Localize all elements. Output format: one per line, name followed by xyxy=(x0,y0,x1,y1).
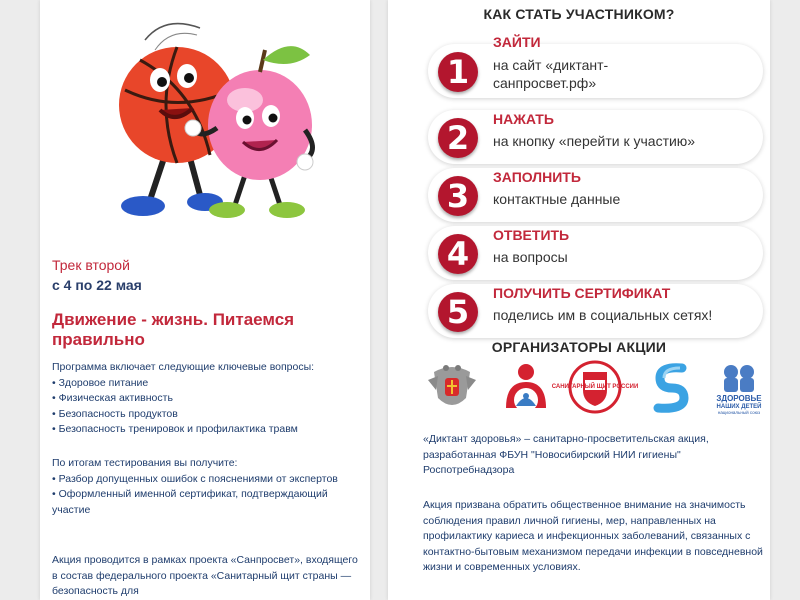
step-card-2 xyxy=(428,110,763,164)
health-logo-tag: национальный союз xyxy=(717,410,761,415)
goal-text: Акция призвана обратить общественное внимание на значимость соблюдения правил личной гигиены, мер, направленных на профилактику кариеса и инфекционных заболеваний, связанных с контактно-бытовым механизмом передачи инфекции в повседневной жизни и современных условиях. xyxy=(423,499,763,574)
step-text: на сайт «диктант-санпросвет.рф» xyxy=(493,57,609,91)
track-dates: с 4 по 22 мая xyxy=(52,277,142,293)
step-title: ЗАПОЛНИТЬ xyxy=(493,169,581,185)
list-item: • Безопасность тренировок и профилактика травм xyxy=(52,422,362,438)
list-item: • Оформленный именной сертификат, подтверждающий участие xyxy=(52,487,362,518)
project-text: Акция проводится в рамках проекта «Санпросвет», входящего в состав федерального проекта «Санитарный щит страны — безопасность для xyxy=(52,554,358,598)
step-card-1 xyxy=(428,34,763,98)
results-intro: По итогам тестирования вы получите: xyxy=(52,457,238,469)
program-list xyxy=(52,360,362,438)
track-title: Движение - жизнь. Питаемся правильно xyxy=(52,310,295,349)
person-logo-icon xyxy=(498,358,554,416)
left-panel xyxy=(40,0,370,600)
step-text: поделись им в социальных сетях! xyxy=(493,307,713,323)
step-card-3 xyxy=(428,168,763,222)
health-logo-sub: НАШИХ ДЕТЕЙ xyxy=(716,404,762,410)
health-logo-title: ЗДОРОВЬЕ xyxy=(716,394,762,403)
shield-logo-text: САНИТАРНЫЙ ЩИТ РОССИИ xyxy=(551,384,639,390)
step-text: на кнопку «перейти к участию» xyxy=(493,133,696,149)
shield-logo-icon xyxy=(551,358,639,416)
list-item: • Разбор допущенных ошибок с пояснениями от экспертов xyxy=(52,472,362,488)
mascots-illustration xyxy=(105,10,335,225)
about-text: «Диктант здоровья» – санитарно-просветительская акция, разработанная ФБУН "Новосибирский НИИ гигиены" Роспотребнадзора xyxy=(423,433,709,477)
step-title: ОТВЕТИТЬ xyxy=(493,227,570,243)
organizers-title: ОРГАНИЗАТОРЫ АКЦИИ xyxy=(491,339,667,355)
list-item: • Здоровое питание xyxy=(52,376,362,392)
right-panel xyxy=(388,0,770,600)
program-intro: Программа включает следующие ключевые вопросы: xyxy=(52,361,315,373)
results-list xyxy=(52,456,362,518)
step-number: 3 xyxy=(438,176,478,216)
how-to-title: КАК СТАТЬ УЧАСТНИКОМ? xyxy=(483,6,675,22)
step-title: ПОЛУЧИТЬ СЕРТИФИКАТ xyxy=(493,285,671,301)
step-number: 2 xyxy=(438,118,478,158)
step-number: 5 xyxy=(438,292,478,332)
step-title: НАЖАТЬ xyxy=(493,111,554,127)
step-card-5 xyxy=(428,284,763,338)
step-title: ЗАЙТИ xyxy=(493,34,541,50)
list-item: • Физическая активность xyxy=(52,391,362,407)
step-text: контактные данные xyxy=(493,191,621,207)
step-number: 4 xyxy=(438,234,478,274)
list-item: • Безопасность продуктов xyxy=(52,407,362,423)
children-health-logo-icon xyxy=(711,358,767,416)
step-card-4 xyxy=(428,226,763,280)
step-text: на вопросы xyxy=(493,249,568,265)
rospotrebnadzor-emblem-icon xyxy=(424,358,480,416)
step-number: 1 xyxy=(438,52,478,92)
track-label: Трек второй xyxy=(52,257,130,273)
s-wave-logo-icon xyxy=(642,358,698,416)
